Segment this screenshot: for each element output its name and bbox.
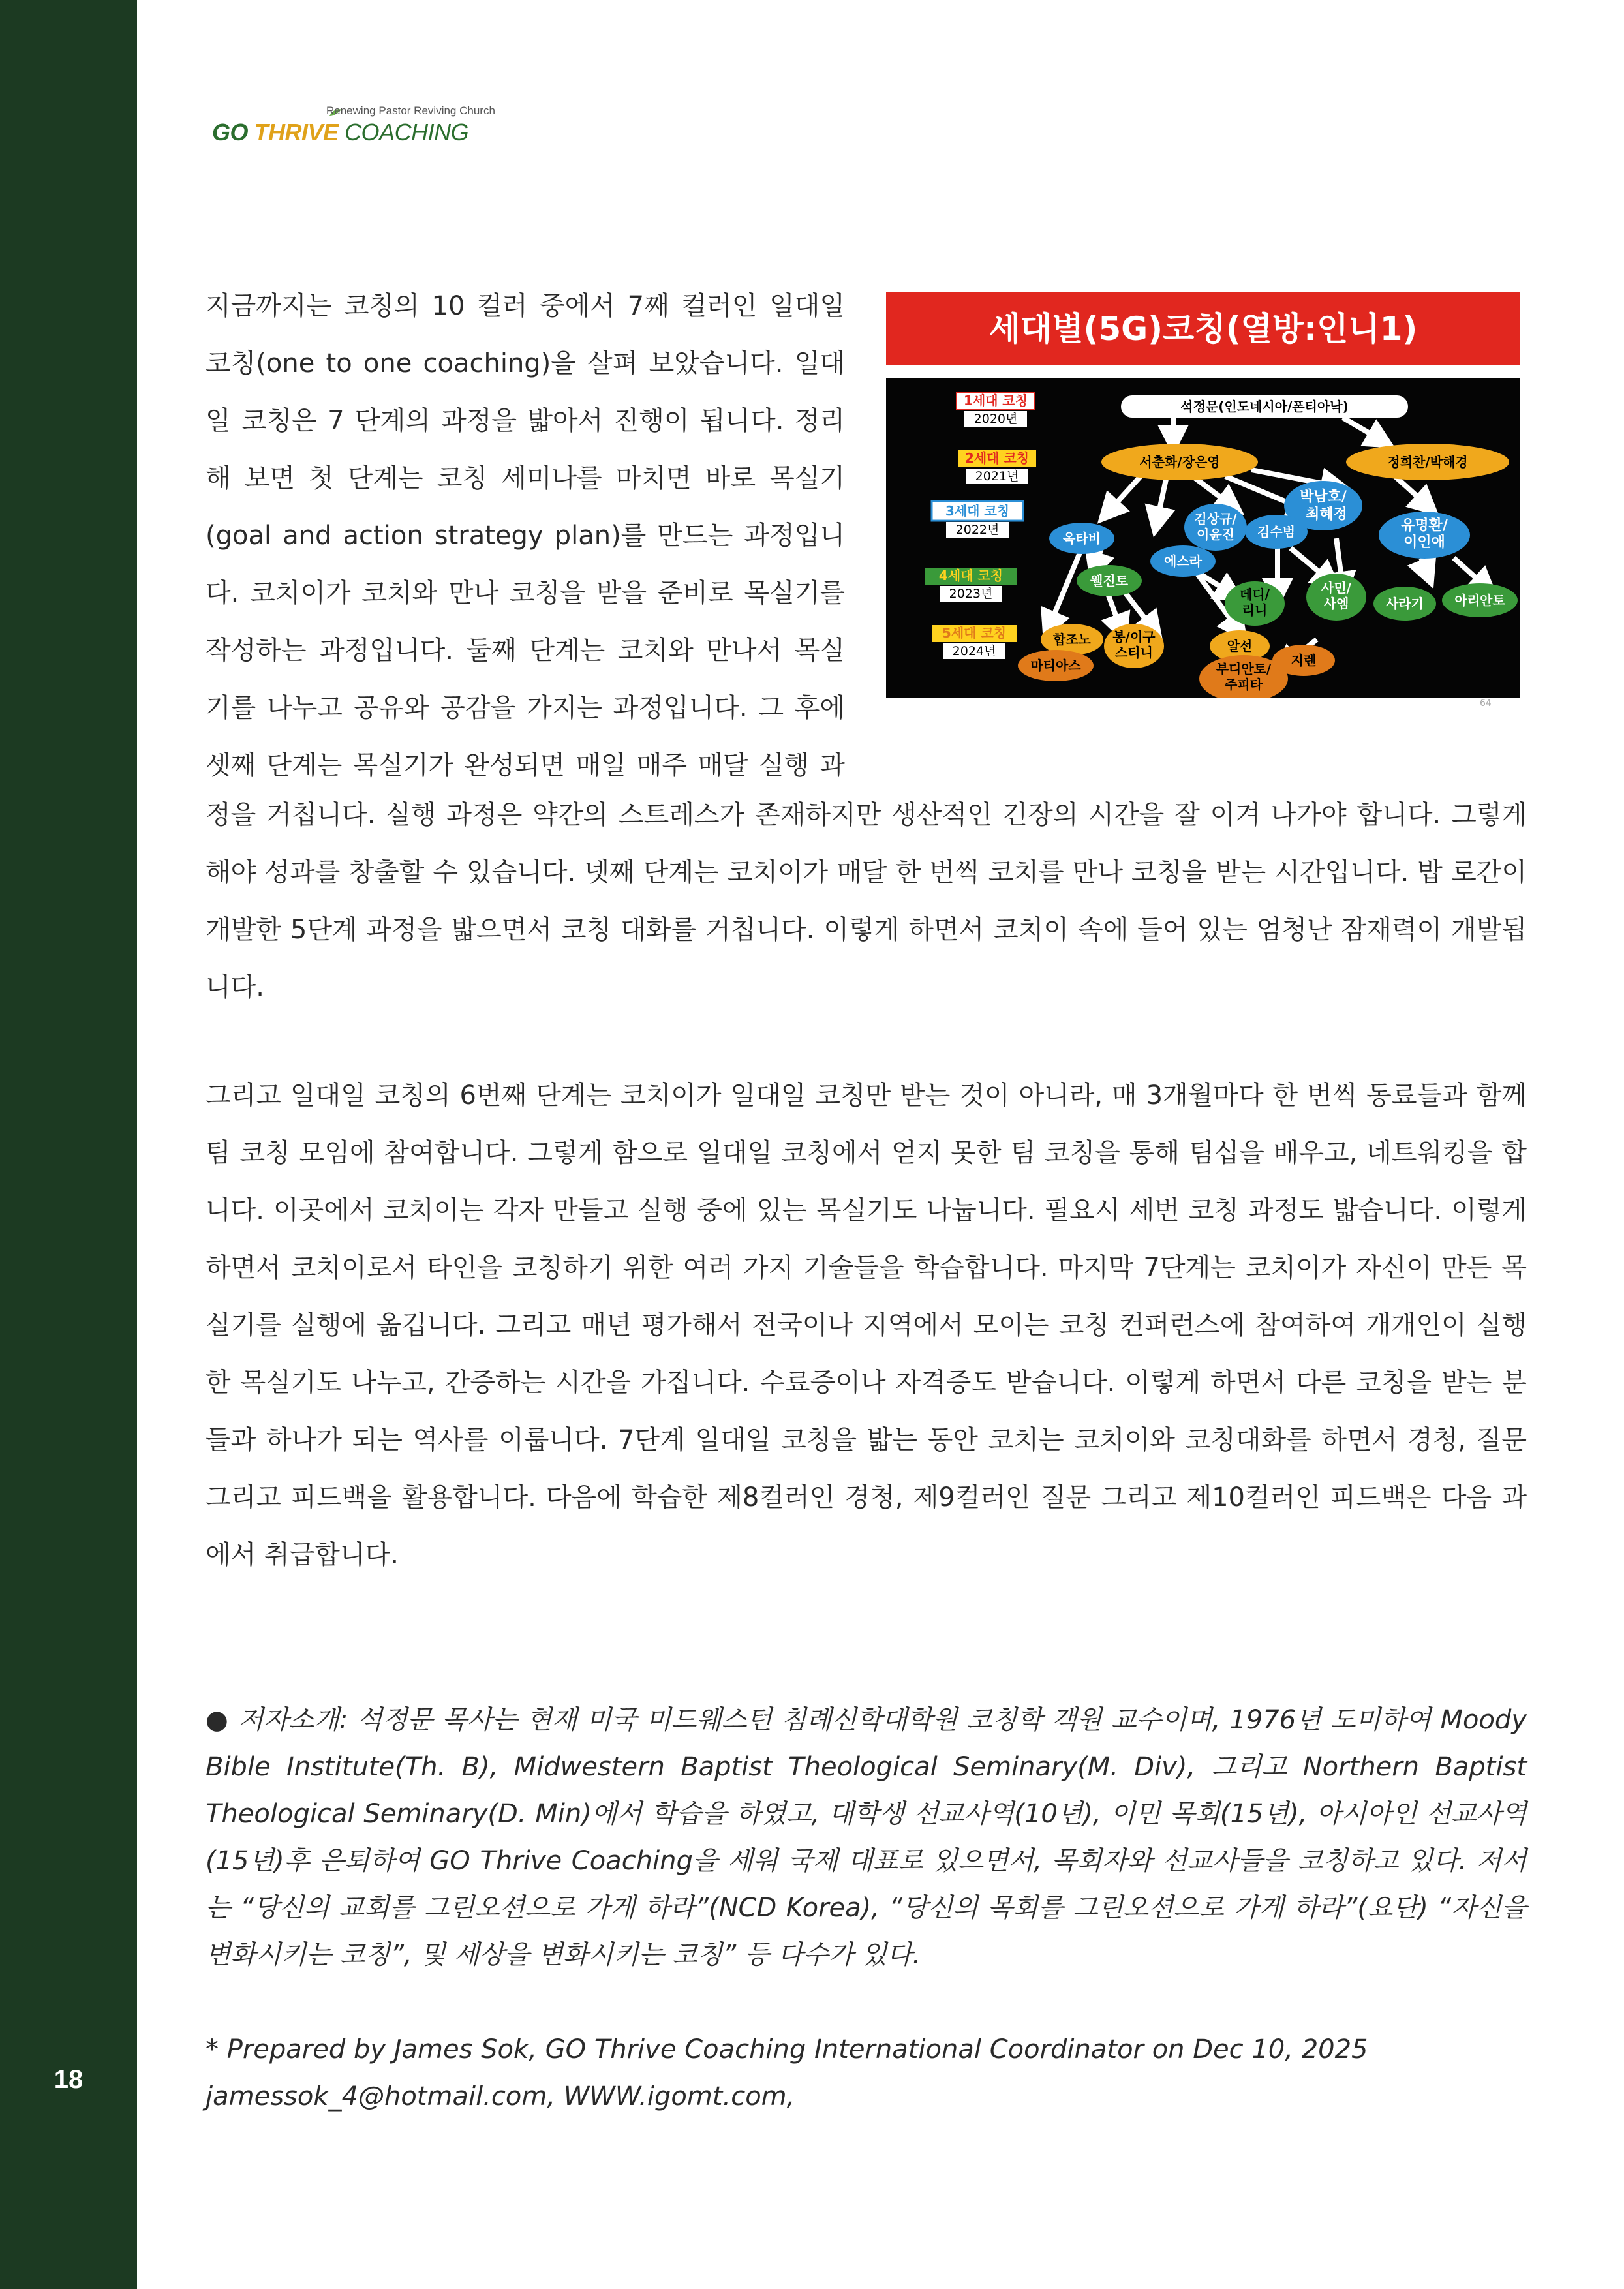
text-line: 다. 코치이가 코치와 만나 코칭을 받을 준비로 목실기를 <box>206 578 845 608</box>
go-thrive-logo <box>212 104 495 150</box>
slide-page-number: 64 <box>1480 698 1492 709</box>
node-text: 웰진토 <box>1090 573 1128 589</box>
node-text: 주피타 <box>1225 677 1263 692</box>
node-text: 부디안토/ <box>1216 661 1272 677</box>
gen-label-text: 5세대 코칭 <box>942 625 1007 641</box>
second-paragraph: 그리고 일대일 코칭의 6번째 단계는 코치이가 일대일 코칭만 받는 것이 아니라, 매 3개월마다 한 번씩 동료들과 함께 팀 코칭 모임에 참여합니다. 그렇게 함으로 일대일 코칭에서 얻지 못한 팀 코칭을 통해 팀십을 배우고, 네트워킹을 합니다. 이곳에서 코치이는 각자 만들고 실행 중에 있는 목실기도 나눕니다. 필요시 세번 코칭 과정도 밟습니다. 이렇게 하면서 코치이로서 타인을 코칭하기 위한 여러 가지 기술들을 학습합니다. 마지막 7단계는 코치이가 자신이 만든 목실기를 실행에 옮깁니다. 그리고 매년 평가해서 전국이나 지역에서 모이는 코칭 컨퍼런스에 참여하여 개개인이 실행한 목실기도 나누고, 간증하는 시간을 가집니다. 수료증이나 자격증도 받습니다. 이렇게 하면서 다른 코칭을 받는 분들과 하나가 되는 역사를 이룹니다. 7단계 일대일 코칭을 밟는 동안 코치는 코치이와 코칭대화를 하면서 경청, 질문 그리고 피드백을 활용합니다. 다음에 학습한 제8컬러인 경청, 제9컬러인 질문 그리고 제10컬러인 피드백은 다음 과에서 취급합니다. <box>206 1081 1527 1570</box>
node-text: 사민/ <box>1321 580 1351 596</box>
logo-tagline: Renewing Pastor Reviving Church <box>326 104 495 117</box>
node-text: 지렌 <box>1291 653 1317 668</box>
prepared-by <box>206 2026 1527 2120</box>
text-line: 지금까지는 코칭의 10 컬러 중에서 7째 컬러인 일대일 <box>206 291 845 321</box>
text-line: 기를 나누고 공유와 공감을 가지는 과정입니다. 그 후에 <box>206 693 845 723</box>
sidebar-band <box>0 0 137 2289</box>
intro-paragraph-continued: 정을 거칩니다. 실행 과정은 약간의 스트레스가 존재하지만 생산적인 긴장의 시간을 잘 이겨 나가야 합니다. 그렇게 해야 성과를 창출할 수 있습니다. 넷째 단계는 코치이가 매달 한 번씩 코치를 만나 코칭을 받는 시간입니다. 밥 로간이 개발한 5단계 과정을 밟으면서 코칭 대화를 거칩니다. 이렇게 하면서 코치이 속에 들어 있는 엄청난 잠재력이 개발됩니다. <box>206 800 1527 1002</box>
text-line: 해 보면 첫 단계는 코칭 세미나를 마치면 바로 목실기 <box>206 463 845 493</box>
node-text: 옥타비 <box>1063 530 1101 546</box>
generation-label <box>957 393 1035 427</box>
generation-label <box>958 450 1036 484</box>
node-text: 사엠 <box>1323 596 1349 611</box>
logo-go: GO <box>212 119 249 146</box>
text-line: (goal and action strategy plan)를 만드는 과정입니 <box>206 521 845 551</box>
node-text: 마티아스 <box>1030 658 1081 673</box>
gen-year-text: 2024년 <box>952 644 996 658</box>
node-text: 아리안토 <box>1454 592 1505 608</box>
node-text: 리니 <box>1242 602 1268 618</box>
prepared-line: * Prepared by James Sok, GO Thrive Coaching International Coordinator on Dec 10, 2025 <box>206 2035 1368 2065</box>
node-text: 서춘화/장은영 <box>1139 454 1220 470</box>
generation-tree-diagram <box>886 378 1520 698</box>
node-text: 알선 <box>1227 638 1253 654</box>
coaching-generation-slide <box>886 292 1520 710</box>
generation-label <box>932 625 1017 659</box>
author-bio: ● 저자소개: 석정문 목사는 현재 미국 미드웨스턴 침례신학대학원 코칭학 객원 교수이며, 1976년 도미하여 Moody Bible Institute(Th. B), Midwestern Baptist Theological Seminary(M. Div), 그리고 Northern Baptist Theological Seminary(D. Min)에서 학습을 하였고, 대학생 선교사역(10년), 이민 목회(15년), 아시아인 선교사역(15년)후 은퇴하여 GO Thrive Coaching을 세워 국제 대표로 있으면서, 목회자와 선교사들을 코칭하고 있다. 저서는 “당신의 교회를 그린오션으로 가게 하라”(NCD Korea), “당신의 목회를 그린오션으로 가게 하라”(요단) “자신을 변화시키는 코칭”, 및 세상을 변화시키는 코칭” 등 다수가 있다. <box>206 1705 1527 1970</box>
node-text: 사라기 <box>1386 596 1424 611</box>
text-line: 일 코칭은 7 단계의 과정을 밟아서 진행이 됩니다. 정리 <box>206 406 845 436</box>
slide-title: 세대별(5G)코칭(열방:인니1) <box>886 292 1520 365</box>
intro-paragraph <box>206 277 845 794</box>
node-text: 박남호/ <box>1300 489 1347 505</box>
node-text: 석정문(인도네시아/폰티아낙) <box>1180 399 1349 414</box>
node-text: 스티니 <box>1115 645 1153 660</box>
gen-label-text: 2세대 코칭 <box>964 450 1030 466</box>
node-text: 합조노 <box>1053 632 1091 647</box>
logo-coaching: COACHING <box>345 119 469 146</box>
gen-year-text: 2021년 <box>975 469 1019 484</box>
gen-label-text: 1세대 코칭 <box>963 393 1028 408</box>
gen-label-text: 3세대 코칭 <box>945 503 1010 519</box>
node-text: 유명환/ <box>1401 517 1448 534</box>
gen-label-text: 4세대 코칭 <box>938 568 1004 583</box>
node-text: 김수범 <box>1257 524 1295 540</box>
contact-line: jamessok_4@hotmail.com, WWW.igomt.com, <box>206 2082 795 2112</box>
generation-label <box>925 568 1017 602</box>
logo-thrive: THRIVE <box>254 119 339 146</box>
gen-year-text: 2022년 <box>955 523 1000 537</box>
node-text: 이인애 <box>1403 534 1445 551</box>
text-line: 작성하는 과정입니다. 둘째 단계는 코치와 만나서 목실 <box>206 636 845 666</box>
page-number: 18 <box>54 2065 84 2094</box>
node-text: 정희찬/박해경 <box>1387 454 1468 470</box>
slide-diagram <box>886 378 1520 698</box>
node-text: 김상규/ <box>1194 511 1237 527</box>
node-text: 이윤진 <box>1197 527 1234 542</box>
node-text: 에스라 <box>1164 553 1202 569</box>
diagram-nodes <box>1018 395 1518 698</box>
logo-wordmark <box>212 119 468 146</box>
text-line: 코칭(one to one coaching)을 살펴 보았습니다. 일대 <box>206 348 845 378</box>
node-text: 데디/ <box>1240 587 1270 602</box>
text-line: 셋째 단계는 목실기가 완성되면 매일 매주 매달 실행 과 <box>206 750 845 780</box>
node-text: 최혜정 <box>1306 506 1347 523</box>
generation-label <box>932 501 1023 538</box>
node-text: 봉/이구 <box>1112 629 1156 645</box>
gen-year-text: 2023년 <box>949 587 993 601</box>
gen-year-text: 2020년 <box>973 412 1018 426</box>
